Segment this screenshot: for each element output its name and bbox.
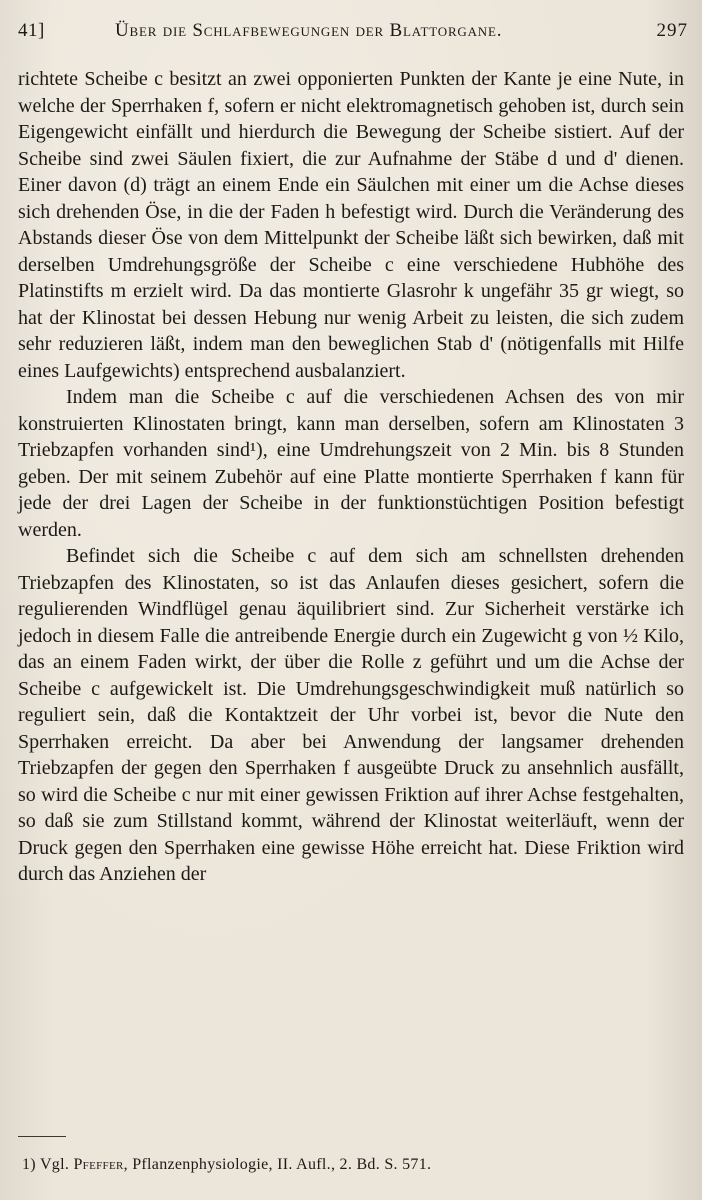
paragraph-1: richtete Scheibe c besitzt an zwei opponierten Punkten der Kante je eine Nute, in welche der Sperrhaken f, sofern er nicht elektromagnetisch gehoben ist, durch sein Eigengewicht einfällt und hierdurch die Bewegung der Scheibe sistiert. Auf der Scheibe sind zwei Säulen fixiert, die zur Aufnahme der Stäbe d und d' dienen. Einer davon (d) trägt an einem Ende ein Säulchen mit einer um die Achse dieses sich drehenden Öse, in die der Faden h befestigt wird. Durch die Veränderung des Abstands dieser Öse von dem Mittelpunkt der Scheibe läßt sich bewirken, daß mit derselben Umdrehungsgröße der Scheibe c eine verschiedene Hubhöhe des Platinstifts m erzielt wird. Da das montierte Glasrohr k ungefähr 35 gr wiegt, so hat der Klinostat bei dessen Hebung nur wenig Arbeit zu leisten, die sich zudem sehr reduzieren läßt, indem man den beweglichen Stab d' (nötigenfalls mit Hilfe eines Laufgewichts) entsprechend ausbalanziert. [18,68,684,382]
running-header [18,20,688,54]
paragraph-2: Indem man die Scheibe c auf die verschiedenen Achsen des von mir konstruierten Klinostaten bringt, kann man derselben, sofern am Klinostaten 3 Triebzapfen vorhanden sind¹), eine Umdrehungszeit von 2 Min. bis 8 Stunden geben. Der mit seinem Zubehör auf eine Platte montierte Sperrhaken f kann für jede der drei Lagen der Scheibe in der funktionstüchtigen Position befestigt werden. [18,386,684,541]
footnote-citation: Pflanzenphysiologie, II. Aufl., 2. Bd. S. 571. [132,1156,432,1173]
page-reference: 41] [18,20,45,41]
footnote [22,1156,682,1174]
body-text [18,66,684,888]
paragraph-3: Befindet sich die Scheibe c auf dem sich am schnellsten drehenden Triebzapfen des Klinostaten, so ist das Anlaufen dieses gesichert, sofern die regulierenden Windflügel genau äquilibriert sind. Zur Sicherheit verstärke ich jedoch in diesem Falle die antreibende Energie durch ein Zugewicht g von ½ Kilo, das an einem Faden wirkt, der über die Rolle z geführt und um die Achse der Scheibe c aufgewickelt ist. Die Umdrehungsgeschwindigkeit muß natürlich so reguliert sein, daß die Kontaktzeit der Uhr vorbei ist, bevor die Nute den Sperrhaken erreicht. Da aber bei Anwendung der langsamer drehenden Triebzapfen der gegen den Sperrhaken f ausgeübte Druck zu ansehnlich ausfällt, so wird die Scheibe c nur mit einer gewissen Friktion auf ihrer Achse festgehalten, so daß sie zum Stillstand kommt, während der Klinostat weiterläuft, wenn der Druck gegen den Sperrhaken eine gewisse Höhe erreicht hat. Diese Friktion wird durch das Anziehen der [18,545,684,885]
footnote-marker: 1) [22,1156,36,1173]
page-number: 297 [656,20,688,41]
footnote-divider [18,1136,66,1137]
running-title: Über die Schlafbewegungen der Blattorgane. [115,20,503,41]
footnote-prefix: Vgl. [39,1156,70,1173]
footnote-author: Pfeffer, [73,1156,128,1173]
